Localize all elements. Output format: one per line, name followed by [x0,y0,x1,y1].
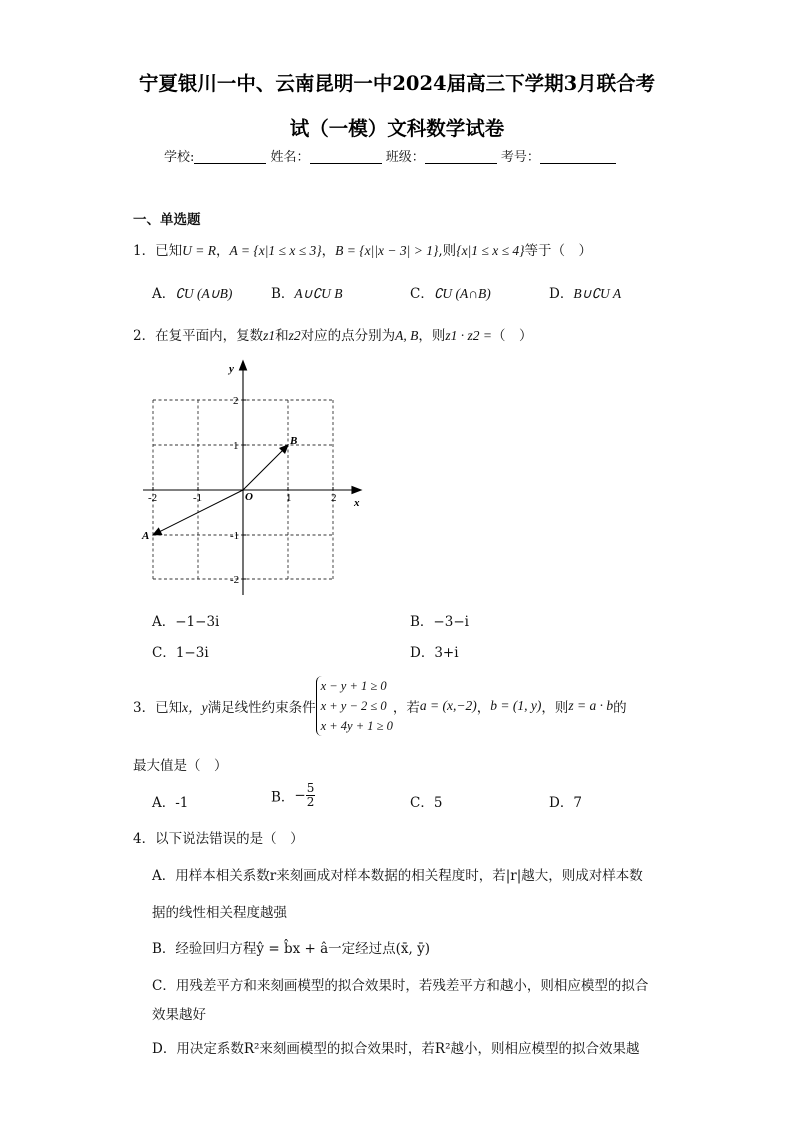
q1-text: 1．已知 [133,243,183,259]
option-letter: A． [152,286,176,302]
q2-points: A, B [395,328,419,343]
x-tick-label: -2 [148,492,158,504]
axes [143,361,361,595]
q1-set-a: A = {x|1 ≤ x ≤ 3} [229,243,322,258]
q4-option-d-line-1[interactable]: D．用决定系数R²来刻画模型的拟合效果时，若R²越小，则相应模型的拟合效果越 [152,1041,640,1057]
page-title-line-2: 试（一模）文科数学试卷 [289,117,505,140]
y-axis-arrow [240,361,247,370]
q1-equals: 等于（ ） [524,243,592,259]
point-a-label: A [142,530,150,542]
q2-points-text: 对应的点分别为 [300,328,396,344]
exam-number-blank[interactable] [540,149,616,164]
q1-comma: ， [215,243,230,259]
vector-ob-line [243,449,284,490]
q2-option-d[interactable]: D．3+i [410,645,459,661]
origin-label: O [245,491,253,503]
name-label: 姓名： [270,150,310,165]
q3-if: ，若 [392,700,420,716]
q4-option-c-line-1[interactable]: C．用残差平方和来刻画模型的拟合效果时，若残差平方和越小，则相应模型的拟合 [152,978,649,994]
q4-option-a-line-2: 据的线性相关程度越强 [152,905,287,921]
q3-option-d[interactable]: D．7 [549,795,582,811]
exam-number-label: 考号： [500,150,540,165]
option-letter: D． [549,286,574,302]
fraction [306,782,316,809]
question-3-stem [133,676,627,736]
question-2-stem [133,324,533,344]
x-axis-label: x [354,497,360,509]
option-letter: B． [271,789,295,806]
q3-of: 的 [613,700,627,716]
q3-option-c[interactable]: C．5 [410,795,443,811]
q3-option-a[interactable]: A．-1 [152,795,189,811]
denominator: 2 [306,795,315,809]
q1-option-c[interactable] [410,282,491,302]
q1-option-d[interactable] [549,282,621,302]
class-label: 班级： [385,150,425,165]
q3-vars: x，y [182,700,208,715]
q2-then: ，则 [418,328,446,344]
q1-universal-set: U = R [182,243,216,258]
question-4-stem: 4．以下说法错误的是（ ） [133,831,304,847]
point-b-label: B [290,435,298,447]
option-expr: A∪∁U B [294,286,343,301]
school-blank[interactable] [194,149,266,164]
x-tick-label: 1 [286,492,292,504]
q3-comma: ， [476,700,491,716]
q1-option-b[interactable] [271,282,343,302]
option-letter: B． [271,286,295,302]
minus-sign: − [294,787,306,804]
q3-then: ，则 [541,700,569,716]
y-axis-label: y [229,363,234,375]
option-expr: ∁U (A∪B) [175,286,233,301]
section-heading: 一、单选题 [133,212,201,228]
q3-text: 3．已知 [133,700,183,716]
q3-objective: z = a · b [568,698,614,713]
class-blank[interactable] [425,149,497,164]
y-tick-label: -2 [230,574,240,586]
q2-option-b[interactable]: B．−3−i [410,614,469,630]
option-letter: C． [410,286,434,302]
q4-option-a-line-1[interactable]: A．用样本相关系数r来刻画成对样本数据的相关程度时，若|r|越大，则成对样本数 [152,868,643,884]
q2-option-a[interactable]: A．−1−3i [152,614,220,630]
option-expr: B∪∁U A [573,286,622,301]
q4-option-b[interactable]: B．经验回归方程ŷ = b̂x + â一定经过点(x̄, ȳ) [152,941,430,957]
q3-vector-b: b = (1, y) [490,698,542,713]
y-tick-label: 1 [233,440,239,452]
x-tick-label: 2 [331,492,337,504]
q3-option-b[interactable] [271,782,315,809]
q1-option-a[interactable] [152,282,232,302]
y-tick-label: 2 [233,395,239,407]
x-axis-arrow [352,487,361,494]
option-expr: ∁U (A∩B) [433,286,491,301]
y-tick-label: -1 [230,530,240,542]
constraint-3: x + 4y + 1 ≥ 0 [320,719,393,733]
q1-then: ,则 [438,243,457,259]
q3-vector-a: a = (x,−2) [419,698,477,713]
q2-text: 2．在复平面内，复数 [133,328,264,344]
page-title-line-1: 宁夏银川一中、云南昆明一中2024届高三下学期3月联合考 [138,72,656,95]
q3-constraints-text: 满足线性约束条件 [207,700,316,716]
q4-option-c-line-2: 效果越好 [152,1007,206,1023]
numerator: 5 [306,781,315,795]
student-info-row [164,146,616,165]
vector-oa-arrowhead [153,528,162,535]
x-tick-label: -1 [193,492,203,504]
constraint-2: x + y − 2 ≤ 0 [320,699,387,713]
q1-target-set: {x|1 ≤ x ≤ 4} [456,243,525,258]
name-blank[interactable] [310,149,382,164]
q2-z2: z2 [288,328,301,343]
q2-z1: z1 [263,328,276,343]
question-1-stem [133,239,592,259]
q2-and: 和 [275,328,289,344]
q1-set-b: B = {x||x − 3| > 1} [335,243,439,258]
constraint-system [316,676,393,736]
q3-stem-line-2: 最大值是（ ） [133,758,228,774]
school-label: 学校: [164,150,195,165]
q2-product: z1 · z2 = [445,328,492,343]
q1-comma-2: ， [321,243,336,259]
complex-plane-graph [133,355,373,600]
q2-option-c[interactable]: C．1−3i [152,645,209,661]
q2-paren: （ ） [492,328,533,344]
constraint-1: x − y + 1 ≥ 0 [320,679,387,693]
